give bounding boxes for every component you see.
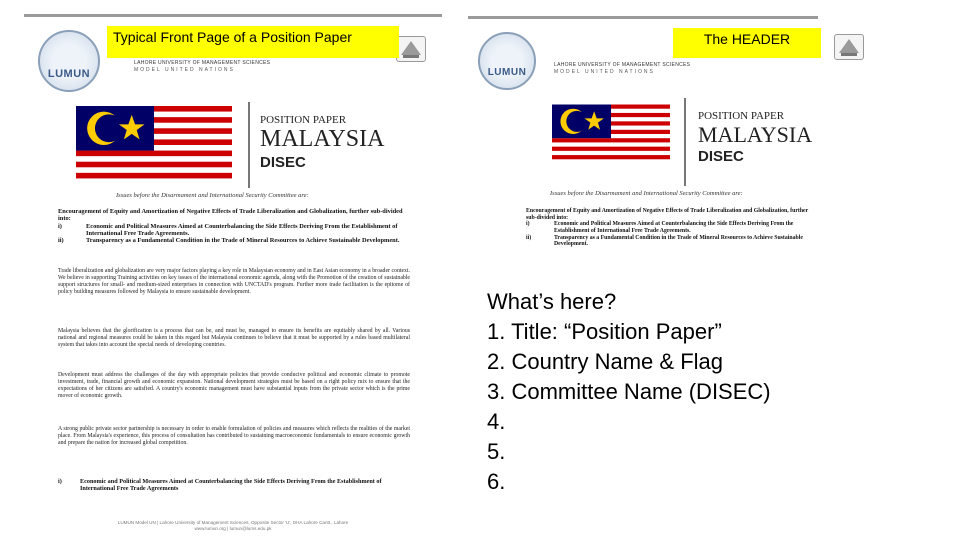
page-footer (64, 520, 402, 532)
notes-item: 1. Title: “Position Paper” (487, 319, 722, 344)
country-name: MALAYSIA (260, 126, 385, 152)
issues-block (58, 208, 410, 245)
notes-item: 4. (487, 409, 506, 434)
sub-issue (526, 235, 816, 248)
notes-item: 3. Committee Name (DISEC) (487, 379, 771, 404)
footer-contact: www.lumun.org | lumun@lums.edu.pk (194, 526, 272, 532)
university-crest-icon (834, 34, 864, 60)
malaysia-flag-icon (76, 106, 232, 184)
committee-name: DISEC (698, 148, 744, 165)
university-crest-icon (396, 36, 426, 62)
committee-name: DISEC (260, 154, 306, 171)
university-line: LAHORE UNIVERSITY OF MANAGEMENT SCIENCES (134, 60, 271, 66)
mun-line: MODEL UNITED NATIONS (134, 67, 235, 73)
notes-item: 6. (487, 469, 506, 494)
header-rule (468, 16, 818, 19)
logo-text: LUMUN (47, 68, 91, 80)
header-rule (24, 14, 442, 17)
main-issue: Encouragement of Equity and Amortization of Negative Effects of Trade Liberalization and Globalization, further sub-divided into: (526, 208, 809, 221)
malaysia-flag-icon (552, 104, 670, 164)
whats-here-list (487, 287, 771, 497)
bottom-issue (58, 478, 410, 492)
sub-issue-text: Transparency as a Fundamental Condition in the Trade of Mineral Resources to Achieve Sustainable Development. (86, 237, 400, 245)
body-paragraph: A strong public private sector partnership is necessary in order to enable formulation of policies and measures which reflects the realities of the market place. From Malaysia's experience, this process of consultation has contributed to sustaining macroeconomic fundamentals to ensure economic growth and prepare the nation for increased global competition. (58, 426, 410, 446)
sub-issue-text: Economic and Political Measures Aimed at Counterbalancing the Side Effects Deriving From the Establishment of International Free Trade Agreements. (86, 222, 398, 238)
sub-issue-number: i) (58, 222, 62, 230)
lumun-logo (478, 32, 536, 90)
body-paragraph: Trade liberalization and globalization are very major factors playing a key role in Malaysian economy and in East Asian economy in a broader context. We believe in supporting Training activities on key issues of the international economic agenda, along with the Promotion of the creation of sustainable support structures for small- and medium-sized enterprises in connection with UNCTAD's program. Further more trade facilitation is the epitome of policy building measures followed by Malaysia to ensure sustainable development. (58, 268, 410, 295)
lumun-logo (38, 30, 100, 92)
sub-issue-text: Economic and Political Measures Aimed at Counterbalancing the Side Effects Deriving From the Establishment of International Free Trade Agreements. (554, 221, 794, 234)
title-divider (248, 102, 250, 188)
callout-header: The HEADER (673, 28, 821, 58)
sub-issue-number: ii) (58, 237, 64, 245)
sub-issue-text: Transparency as a Fundamental Condition in the Trade of Mineral Resources to Achieve Sustainable Development. (554, 234, 803, 248)
position-paper-heading: POSITION PAPER (260, 114, 347, 126)
sub-issue (58, 223, 410, 238)
university-line: LAHORE UNIVERSITY OF MANAGEMENT SCIENCES (554, 62, 691, 68)
sub-issue (526, 221, 816, 234)
position-paper-full-page (24, 14, 442, 538)
sub-issue-number: i) (526, 221, 530, 228)
mun-line: MODEL UNITED NATIONS (554, 69, 655, 75)
body-paragraph: Malaysia believes that the glorification is a process that can be, and must be, managed to ensure its benefits are equitably shared by all. Various national and regional measures could be taken in this regard but Malaysia continues to believe that it must be supported by a rules based multilateral system that takes into account the special needs of developing countries. (58, 328, 410, 348)
sub-issue-number: ii) (526, 234, 532, 241)
bottom-issue-number: i) (58, 478, 62, 485)
position-paper-heading: POSITION PAPER (698, 110, 785, 122)
country-name: MALAYSIA (698, 122, 813, 147)
main-issue: Encouragement of Equity and Amortization of Negative Effects of Trade Liberalization and Globalization, further sub-divided into: (58, 208, 403, 223)
notes-item: 2. Country Name & Flag (487, 349, 723, 374)
body-paragraph: Development must address the challenges of the day with appropriate policies that provide conducive political and economic climate to promote investment, trade, financial growth and economic expansion. National development strategies must be based on a right policy mix to ensure that the expectations of her citizens are satisfied. A country's economic management must have substantial inputs from the private sector which is the prime mover of economic growth. (58, 372, 410, 399)
bottom-issue-text: Economic and Political Measures Aimed at Counterbalancing the Side Effects Deriving From the Establishment of International Free Trade Agreements (80, 478, 382, 493)
issues-block (526, 208, 816, 248)
callout-typical-front-page: Typical Front Page of a Position Paper (107, 26, 399, 58)
issues-intro: Issues before the Disarmament and International Security Committee are: (550, 190, 743, 197)
sub-issue (58, 237, 410, 244)
title-divider (684, 98, 686, 186)
notes-heading: What’s here? (487, 289, 617, 314)
issues-intro: Issues before the Disarmament and International Security Committee are: (116, 192, 309, 199)
logo-text: LUMUN (487, 67, 527, 78)
footer-address: LUMUN Model UN | Lahore University of Management Sciences, Opposite Sector 'U', DHA Lahore Cantt., Lahore (117, 520, 349, 526)
notes-item: 5. (487, 439, 506, 464)
